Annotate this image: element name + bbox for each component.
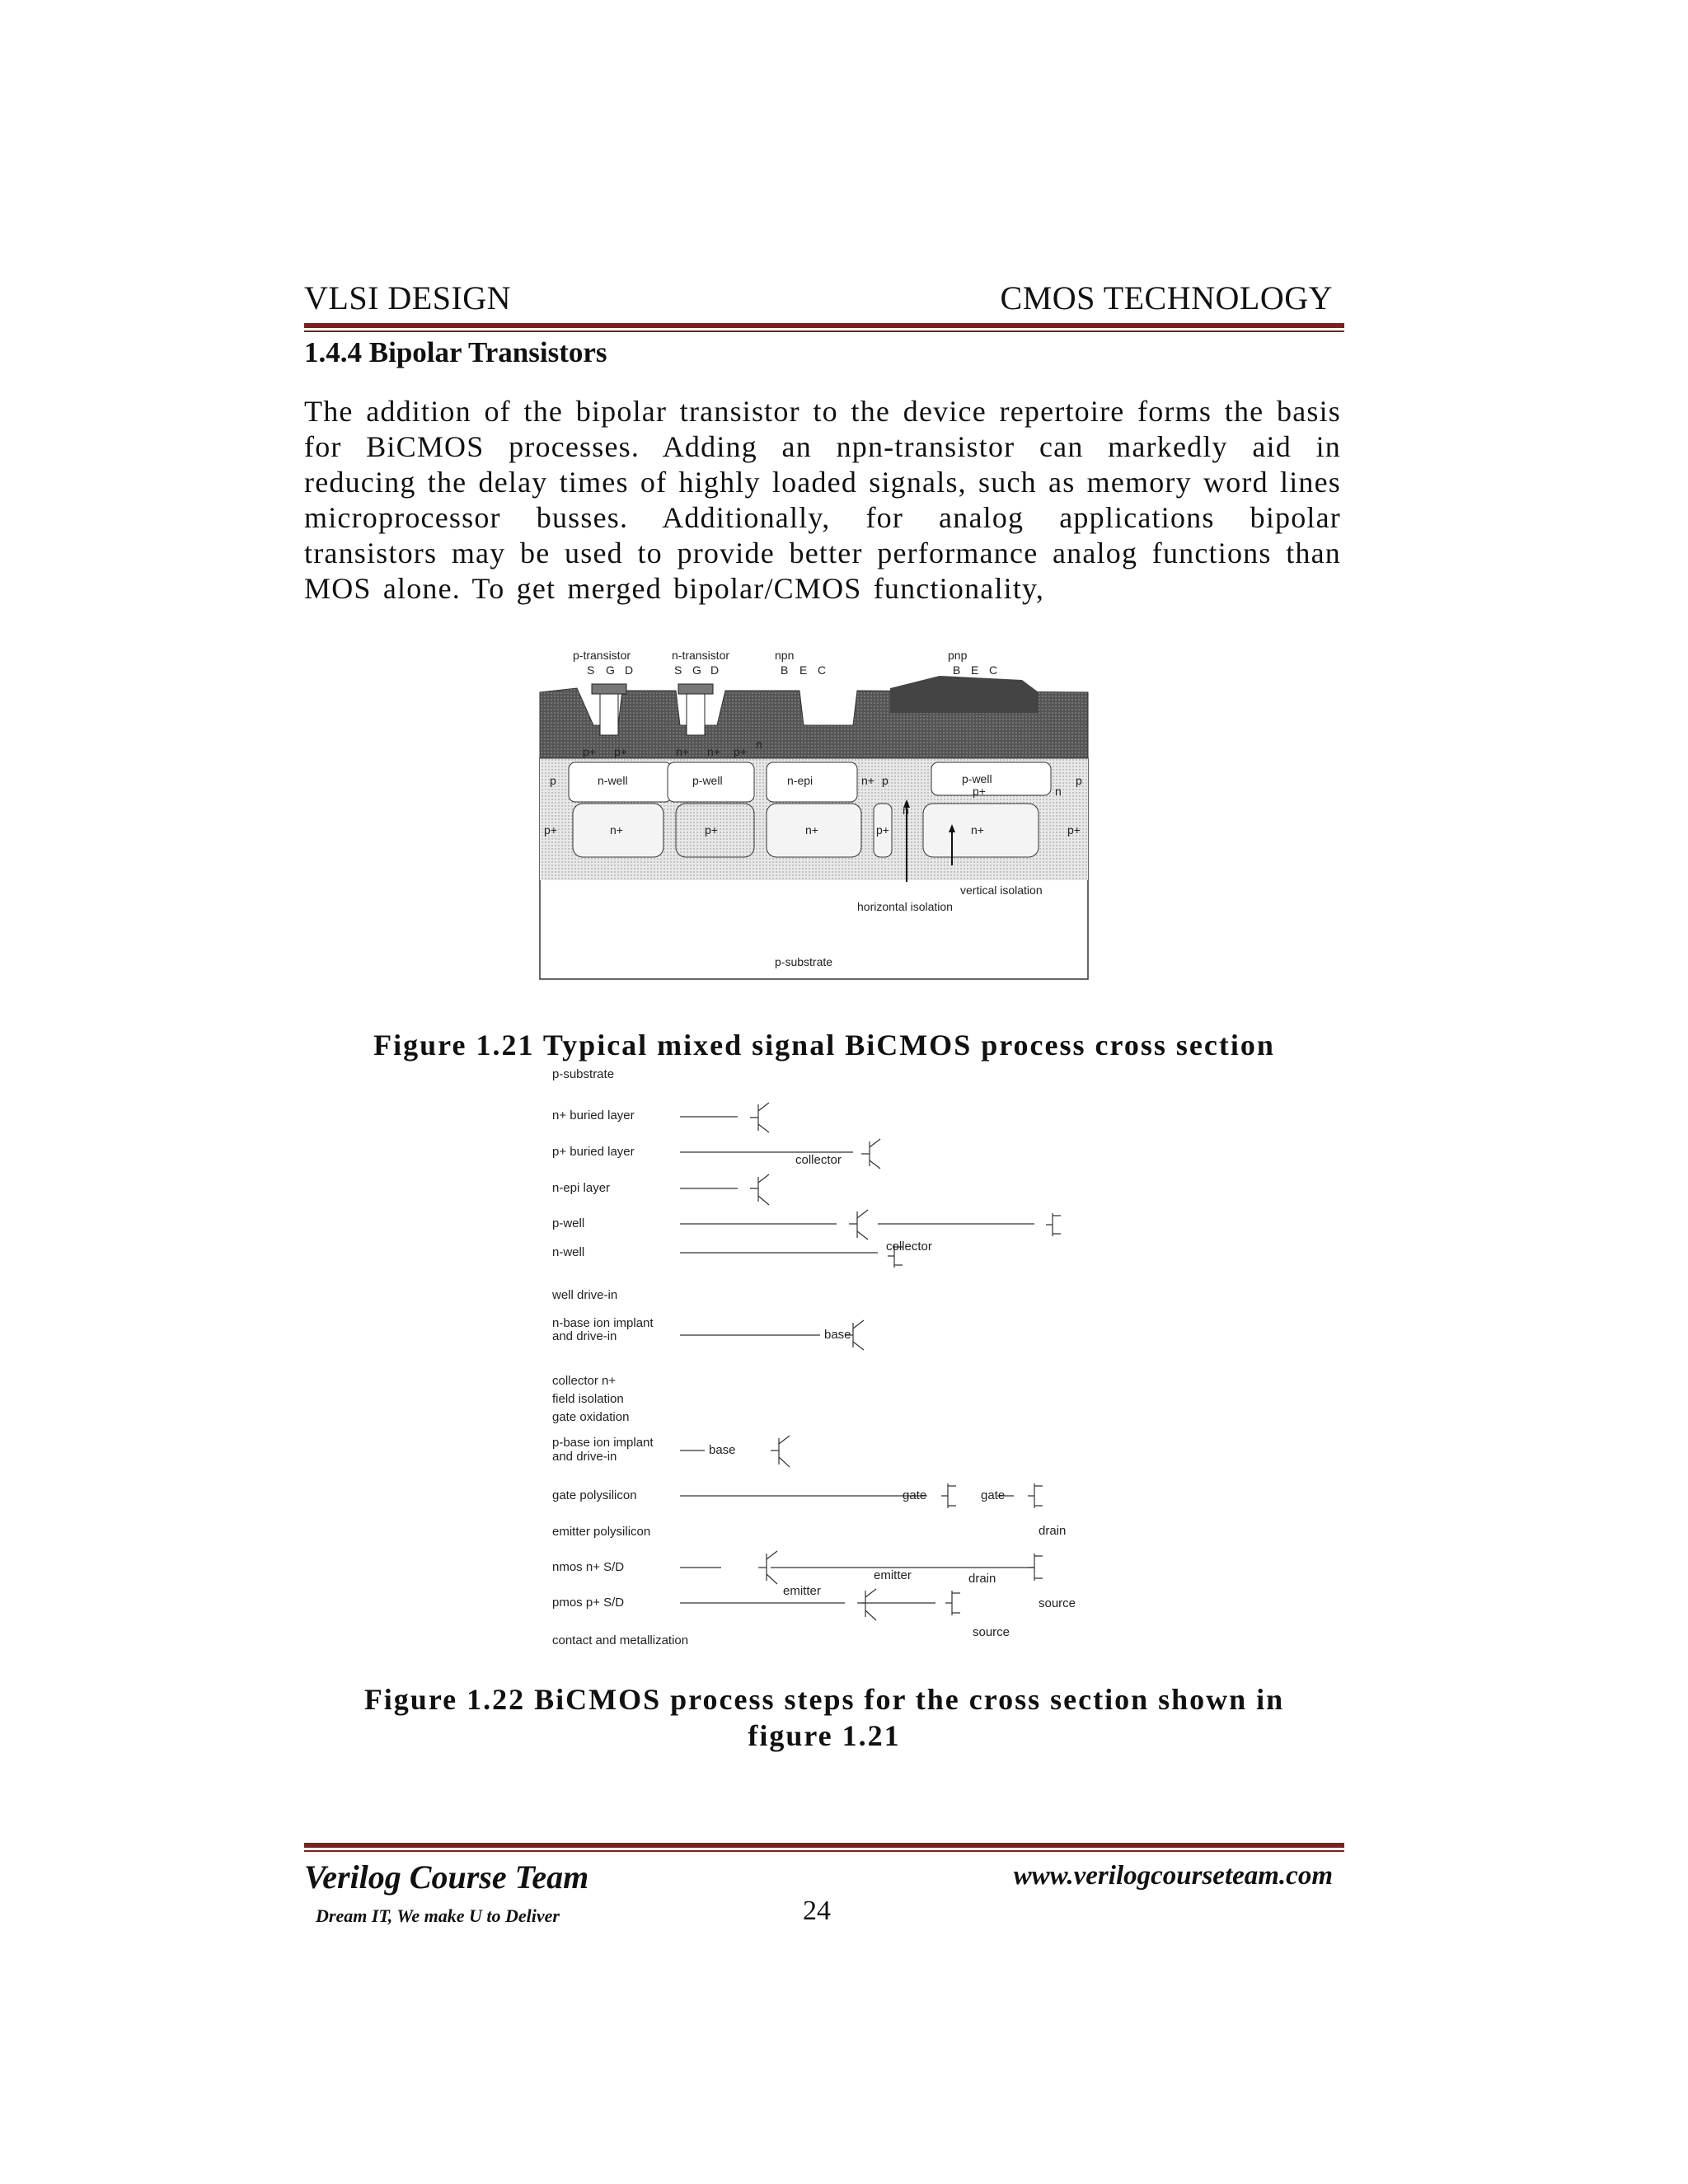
terminal-label: G [692,663,701,677]
symbol-label-gate: gate [981,1488,1006,1502]
step-label: collector n+ [552,1374,617,1388]
header-rule-thick [304,323,1344,328]
step-label: p-substrate [552,1067,615,1081]
region-label: p+ [734,745,747,758]
region-label: n+ [707,745,720,758]
terminal-label: C [989,663,998,677]
region-label: n [1055,785,1062,798]
terminal-label: E [799,663,808,677]
region-label: p+ [544,823,557,837]
step-label: gate polysilicon [552,1488,637,1502]
step-label: well drive-in [552,1288,618,1302]
symbol-label-base: base [824,1328,851,1342]
symbol-label-collector: collector [795,1153,842,1167]
figure-1-22-caption-line1: Figure 1.22 BiCMOS process steps for the cross section shown in [363,1683,1285,1716]
terminal-label: B [953,663,961,677]
terminal-label: S [674,663,682,677]
region-label: p+ [1067,823,1081,837]
label-pnp: pnp [948,649,968,662]
step-label: gate oxidation [552,1410,630,1424]
terminal-label: D [710,663,720,677]
step-label: nmos n+ S/D [552,1560,625,1574]
terminal-label: G [606,663,615,677]
header-left: VLSI DESIGN [304,279,512,316]
symbol-label-base: base [709,1443,736,1457]
region-label: p-well [962,772,992,785]
body-paragraph: The addition of the bipolar transistor to the device repertoire forms the basis for BiCMOS processes. Adding an npn-transistor can markedly aid in reducing the delay times of highly loaded signals, such as memory word lines microprocessor busses. Additionally, for analog applications bipolar transistors may be used to provide better performance analog functions than MOS alone. To get merged bipolar/CMOS functionality, [304,395,1341,605]
region-label: p+ [973,785,986,798]
bicmos-process-steps-figure [548,1063,1084,1665]
footer-rule-thin [304,1850,1344,1852]
label-p-transistor: p-transistor [573,649,631,662]
region-label: n+ [805,823,818,837]
symbol-label-drain: drain [1039,1524,1067,1538]
step-label: pmos p+ S/D [552,1596,625,1610]
step-label: n-epi layer [552,1181,611,1195]
region-label: p+ [705,823,718,837]
step-label: n-base ion implant [552,1316,654,1330]
symbol-label-source: source [1039,1596,1076,1610]
footer-website: www.verilogcourseteam.com [1013,1861,1333,1891]
region-label: p+ [614,745,627,758]
step-label: field isolation [552,1392,624,1406]
step-label: n+ buried layer [552,1108,635,1122]
terminal-label: S [587,663,595,677]
footer-rule-thick [304,1843,1344,1848]
symbol-label-collector: collector [886,1240,932,1254]
terminal-label: B [781,663,789,677]
figure-1-22-caption-line2: figure 1.21 [748,1719,901,1752]
step-label: p+ buried layer [552,1145,635,1159]
region-label: n+ [971,823,984,837]
region-label: p+ [876,823,889,837]
figure-1-21-caption: Figure 1.21 Typical mixed signal BiCMOS process cross section [373,1029,1275,1062]
step-label: contact and metallization [552,1633,689,1647]
footer-tagline: Dream IT, We make U to Deliver [316,1905,560,1926]
annotation-p-substrate: p-substrate [775,955,833,968]
region-label: p+ [583,745,596,758]
step-label: n-well [552,1245,585,1259]
annotation-horizontal-isolation: horizontal isolation [857,900,953,913]
symbol-label-source: source [973,1625,1010,1639]
symbol-label-emitter: emitter [783,1584,821,1598]
region-label: n [756,738,762,751]
region-label: n+ [861,774,874,787]
footer-team-name: Verilog Course Team [304,1858,589,1896]
symbol-label-drain: drain [968,1572,996,1586]
page-number: 24 [803,1896,831,1926]
bicmos-cross-section-figure [528,643,1104,997]
section-title: 1.4.4 Bipolar Transistors [304,336,607,368]
region-label: n [903,804,909,817]
step-label: p-base ion implant [552,1436,654,1450]
label-npn: npn [775,649,795,662]
terminal-label: E [971,663,979,677]
terminal-label: D [625,663,634,677]
step-label: p-well [552,1216,585,1230]
step-label: emitter polysilicon [552,1525,651,1539]
region-label: n+ [676,745,689,758]
step-label: and drive-in [552,1329,617,1343]
annotation-vertical-isolation: vertical isolation [960,883,1043,897]
region-label: n-epi [787,774,814,787]
region-label: p-well [692,774,723,787]
label-n-transistor: n-transistor [672,649,730,662]
symbol-label-gate: gate [903,1488,927,1502]
step-label: and drive-in [552,1450,617,1464]
region-label: p [882,774,889,787]
terminal-label: C [818,663,827,677]
region-label: p [1076,774,1082,787]
region-label: n+ [610,823,623,837]
region-label: n-well [598,774,628,787]
header-rule-thin [304,330,1344,332]
region-label: p [550,774,556,787]
symbol-label-emitter: emitter [874,1568,912,1582]
header-right: CMOS TECHNOLOGY [1000,279,1333,316]
